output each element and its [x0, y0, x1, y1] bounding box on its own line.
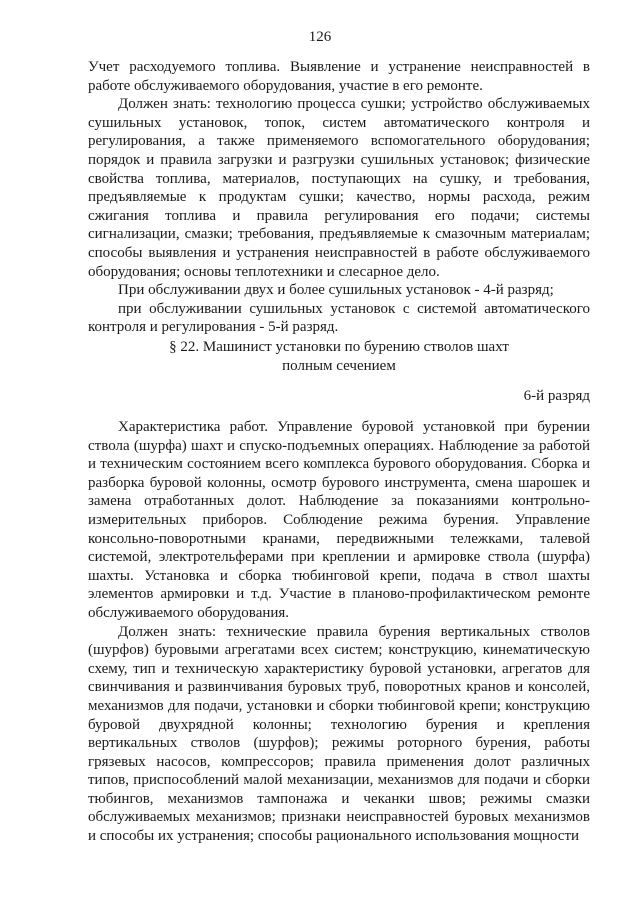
- section-title-line-1: § 22. Машинист установки по бурению стволов шахт: [169, 339, 509, 355]
- paragraph-grade-4: При обслуживании двух и более сушильных установок - 4-й разряд;: [118, 282, 554, 299]
- intro-block: [88, 58, 590, 337]
- paragraph-must-know-drilling: Должен знать: технические правила бурения вертикальных стволов (шурфов) буровыми агрегатами всех систем; конструкцию, кинематическую схему, тип и техническую характеристику буровой установки, агрегатов для свинчивания и развинчивания буровых труб, поворотных кранов и консолей, механизмов для подачи, установки и сборки тюбинговой крепи; конструкцию буровой двухрядной колонны; технологию бурения и крепления вертикальных стволов (шурфов); режимы роторного бурения, работы грязевых насосов, компрессоров; правила применения долот различных типов, приспособлений малой механизации, механизмов для подачи и сборки тюбингов, механизмов тампонажа и чеканки швов; режимы смазки обслуживаемых механизмов; признаки неисправностей буровых механизмов и способы их устранения; способы рационального использования мощности: [88, 623, 590, 845]
- section-title: [88, 338, 590, 376]
- paragraph-fuel-accounting: Учет расходуемого топлива. Выявление и устранение неисправностей в работе обслуживаемого оборудования, участие в его ремонте.: [88, 59, 590, 94]
- section-body: [88, 418, 590, 846]
- page-number: 126: [308, 29, 332, 45]
- paragraph-work-characteristic: Характеристика работ. Управление буровой установкой при бурении ствола (шурфа) шахт и спуско-подъемных операциях. Наблюдение за работой и техническим состоянием всего комплекса бурового оборудования. Сборка и разборка буровой колонны, осмотр бурового инструмента, смена шарошек и замена отработанных долот. Наблюдение за показаниями контрольно-измерительных приборов. Соблюдение режима бурения. Управление консольно-поворотными кранами, передвижными тележками, талевой системой, электротельферами при креплении и армировке ствола (шурфа) шахты. Установка и сборка тюбинговой крепи, подача в ствол шахты элементов армировки и т.д. Участие в планово-профилактическом ремонте обслуживаемого оборудования.: [88, 419, 590, 621]
- section-title-line-2: полным сечением: [282, 358, 396, 374]
- paragraph-grade-5: при обслуживании сушильных установок с системой автоматического контроля и регулирования - 5-й разряд.: [88, 300, 590, 336]
- paragraph-must-know-drying: Должен знать: технологию процесса сушки; устройство обслуживаемых сушильных установок, топок, систем автоматического контроля и регулирования, а также применяемого вспомогательного оборудования; порядок и правила загрузки и разгрузки сушильных установок; физические свойства топлива, материалов, поступающих на сушку, и требования, предъявляемые к продуктам сушки; качество, нормы расхода, режим сжигания топлива и правила регулирования его подачи; системы сигнализации, смазки; требования, предъявляемые к смазочным материалам; способы выявления и устранения неисправностей в работе обслуживаемого оборудования; основы теплотехники и слесарное дело.: [88, 96, 590, 280]
- grade-label: 6-й разряд: [523, 388, 590, 404]
